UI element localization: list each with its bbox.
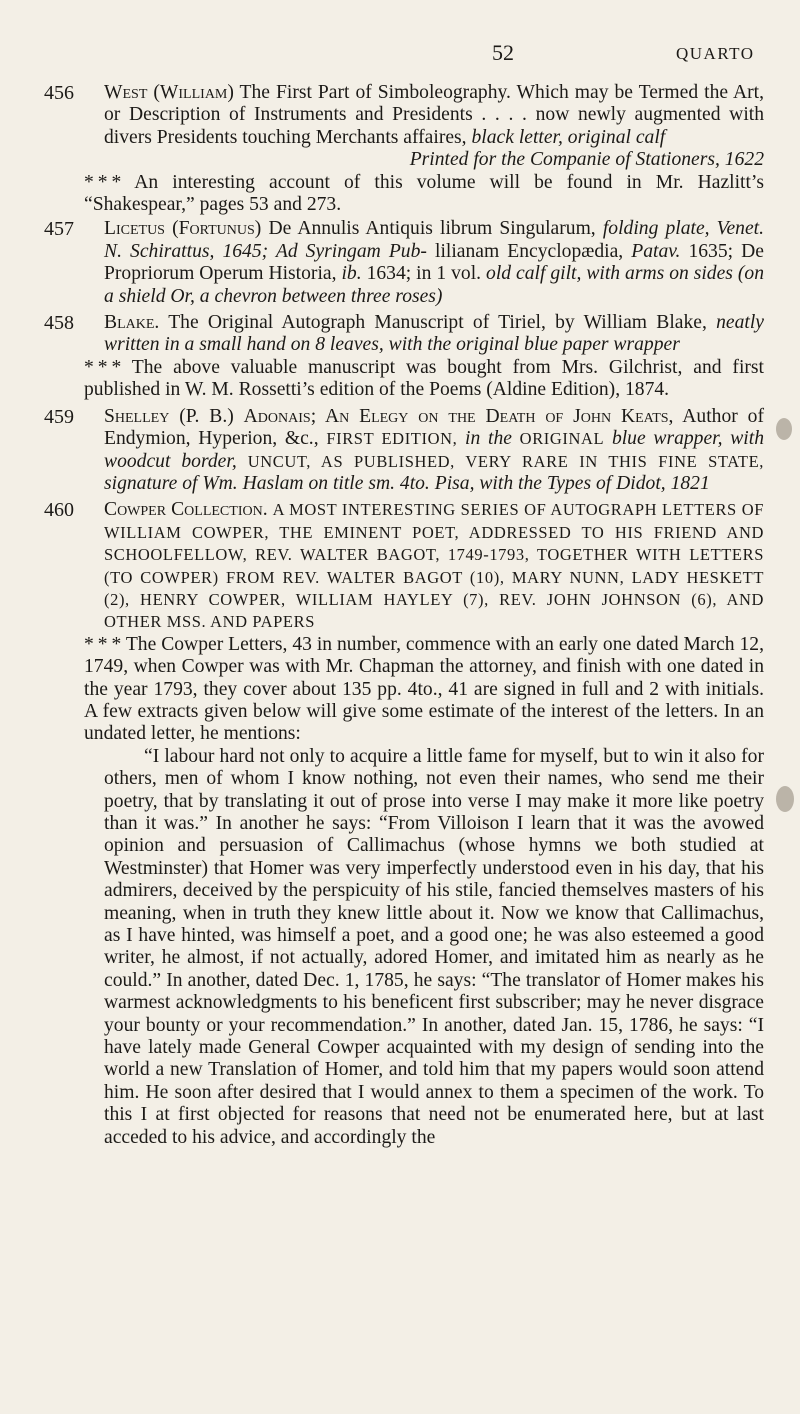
- note-text: The above valuable manuscript was bought from Mrs. Gilchrist, and first published in W. M. Rossetti’s edition of the Poems (Aldine Edition), 1874.: [84, 356, 764, 401]
- entry-note: [84, 634, 764, 746]
- margin-stain: [776, 786, 794, 812]
- entry-text: The First Part of Simboleography. Which may be Termed the Art, or Description of Instruments and Presidents . . . . now newly augmented with divers Presidents touching Merchants affaires,: [104, 82, 765, 148]
- entry-italic: folding plate, Venet. N. Schirattus, 1645; Ad Syringam Pub-: [104, 218, 764, 262]
- lot-number: 458: [44, 312, 74, 335]
- edition-caps: FIRST EDITION,: [326, 429, 458, 449]
- entry-author: Blake.: [104, 312, 160, 334]
- note-marker: * * *: [84, 633, 122, 655]
- entry-note: [84, 172, 764, 217]
- catalogue-entries: [44, 82, 764, 1149]
- entry-binding: black letter, original calf: [471, 126, 666, 148]
- original-caps: ORIGINAL: [519, 429, 605, 449]
- page-header: [0, 40, 800, 70]
- entry-title: Adonais; An Elegy on the Death of John Keats,: [243, 405, 674, 427]
- entry-italic-3: ib.: [341, 263, 362, 285]
- margin-stain: [776, 418, 792, 440]
- entry-text-2: lilianam Encyclopædia,: [435, 240, 624, 262]
- page-number: 52: [492, 40, 514, 65]
- entry-author: Cowper Collection.: [104, 499, 268, 521]
- entry-text: Author of Endymion, Hyperion, &c.,: [104, 405, 764, 450]
- lot-number: 460: [44, 499, 74, 522]
- running-head: QUARTO: [676, 44, 755, 63]
- entry-459: [44, 406, 764, 496]
- entry-note: [84, 357, 764, 402]
- entry-456: [44, 82, 764, 216]
- entry-author: Shelley (P. B.): [104, 405, 234, 427]
- entry-body: [104, 82, 764, 172]
- entry-author: Licetus (Fortunus): [104, 218, 262, 240]
- note-text: An interesting account of this volume will be found in Mr. Hazlitt’s “Shakespear,” pages 53 and 273.: [84, 171, 764, 216]
- lot-number: 456: [44, 82, 74, 104]
- entry-body: [104, 406, 764, 496]
- state-caps: UNCUT, AS PUBLISHED, VERY RARE IN THIS FINE STATE,: [247, 451, 764, 471]
- note-marker: * * *: [84, 356, 122, 378]
- entry-italic-2: Patav.: [631, 240, 681, 262]
- entry-body: [104, 218, 764, 308]
- entry-457: [44, 218, 764, 308]
- entry-text: De Annulis Antiquis librum Singularum,: [268, 218, 596, 240]
- entry-text-3: 1635; De Propriorum Operum Historia,: [104, 240, 764, 285]
- entry-body: [104, 312, 764, 357]
- lot-number: 459: [44, 405, 74, 428]
- entry-author: West (William): [104, 82, 234, 103]
- entry-binding: neatly written in a small hand on 8 leaves, with the original blue paper wrapper: [104, 312, 764, 356]
- note-marker: * * *: [84, 171, 122, 193]
- entry-italic: in the: [465, 428, 512, 450]
- entry-quotation: “I labour hard not only to acquire a little fame for myself, but to win it also for others, men of whom I know nothing, not even their names, who send me their poetry, that by translating it out of prose into verse I may make it more like poetry than it was.” In another he says: “From Villoison I learn that it was the avowed opinion and persuasion of Callimachus (whose hymns we both studied at Westminster) that Homer was very imperfectly understood even in his day, that his admirers, deceived by the perspicuity of his stile, fancied themselves masters of his meaning, when in truth they knew little about it. Now we know that Callimachus, as I have hinted, was himself a poet, and a good one; he was also esteemed a good writer, he almost, if not actually, adored Homer, and imitated him as nearly as he could.” In another, dated Dec. 1, 1785, he says: “The translator of Homer makes his warmest acknowledgments to his beneficent first subscriber; may he never disgrace your bounty or your recommendation.” In another, dated Jan. 15, 1786, he says: “I have lately made General Cowper acquainted with my design of sending into the world a new Translation of Homer, and told him that my papers would soon attend him. He soon after desired that I would annex to them a specimen of the work. To this I at first objected for reasons that need not be enumerated here, but at last acceded to his advice, and accordingly the: [104, 745, 764, 1148]
- entry-460: [44, 499, 764, 1149]
- entry-body: [104, 499, 764, 633]
- entry-description: A MOST INTERESTING SERIES OF AUTOGRAPH LETTERS OF WILLIAM COWPER, THE EMINENT POET, ADDRESSED TO HIS FRIEND AND SCHOOLFELLOW, REV. WALTER BAGOT, 1749-1793, TOGETHER WITH LETTERS (TO COWPER) FROM REV. WALTER BAGOT (10), MARY NUNN, LADY HESKETT (2), HENRY COWPER, WILLIAM HAYLEY (7), REV. JOHN JOHNSON (6), AND OTHER MSS. AND PAPERS: [104, 500, 764, 632]
- entry-binding: old calf gilt, with arms on sides (on a shield Or, a chevron between three roses): [104, 263, 765, 307]
- entry-text: The Original Autograph Manuscript of Tiriel, by William Blake,: [168, 312, 707, 334]
- note-text: The Cowper Letters, 43 in number, commence with an early one dated March 12, 1749, when Cowper was with Mr. Chapman the attorney, and finish with one dated in the year 1793, they cover about 135 pp. 4to., 41 are signed in full and 2 with initials. A few extracts given below will give some estimate of the interest of the letters. In an undated letter, he mentions:: [84, 633, 764, 745]
- entry-italic-2: blue wrapper, with woodcut border,: [104, 428, 764, 472]
- entry-imprint: Printed for the Companie of Stationers, 1622: [409, 149, 764, 171]
- entry-imprint: signature of Wm. Haslam on title sm. 4to. Pisa, with the Types of Didot, 1821: [104, 472, 710, 494]
- entry-458: [44, 312, 764, 402]
- entry-text-4: 1634; in 1 vol.: [366, 263, 482, 285]
- lot-number: 457: [44, 218, 74, 241]
